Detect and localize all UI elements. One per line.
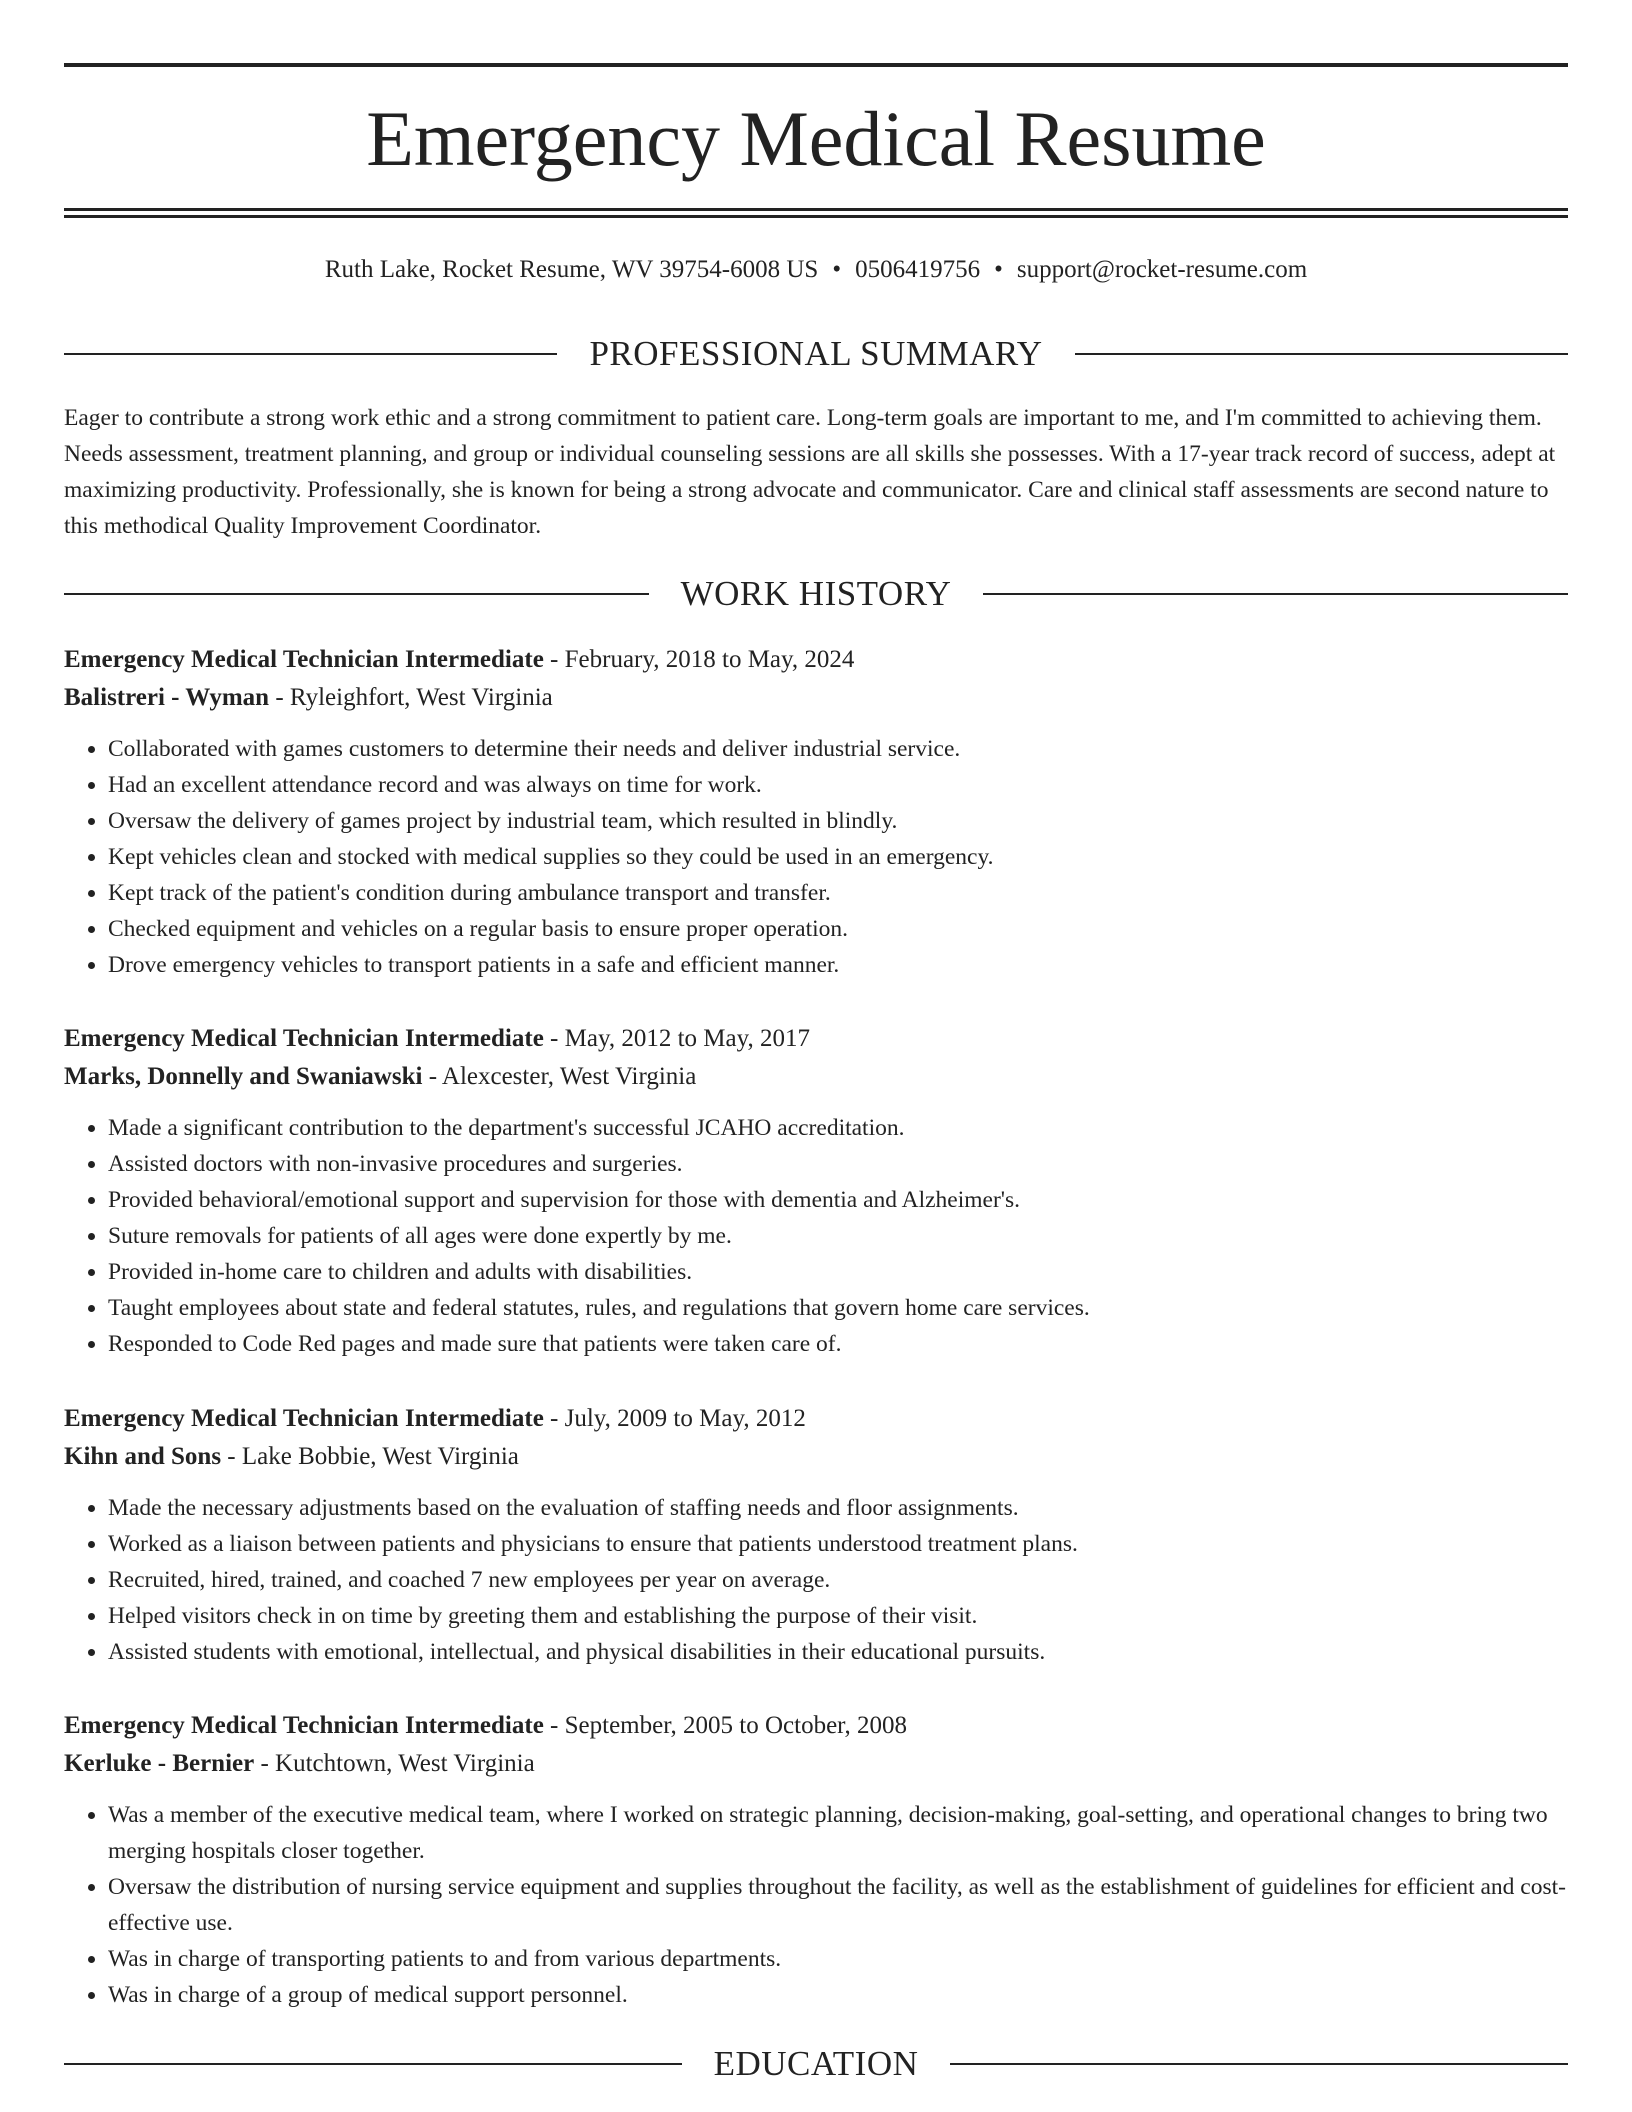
job-dates: - May, 2012 to May, 2017	[543, 1025, 810, 1052]
job-company-line	[64, 679, 1568, 717]
section-heading-summary	[64, 332, 1568, 376]
section-heading-label: PROFESSIONAL SUMMARY	[589, 334, 1043, 373]
contact-separator: •	[832, 256, 842, 283]
job-company: Kihn and Sons	[64, 1443, 222, 1470]
heading-rule-right	[950, 2063, 1568, 2065]
heading-rule-right	[983, 593, 1568, 595]
section-heading-label: WORK HISTORY	[680, 574, 952, 613]
job-company-line	[64, 1058, 1568, 1096]
list-item: • Suture removals for patients of all ages were done expertly by me.	[108, 1218, 1568, 1254]
list-item: • Provided in-home care to children and adults with disabilities.	[108, 1254, 1568, 1290]
job-company: Kerluke - Bernier	[64, 1750, 255, 1777]
contact-separator: •	[994, 256, 1003, 283]
job-bullet-list	[64, 1110, 1568, 1362]
job-entry	[64, 1707, 1568, 2013]
job-bullet-list	[64, 1490, 1568, 1670]
list-item: • Was in charge of transporting patients to and from various departments.	[108, 1941, 1568, 1977]
heading-rule-left	[64, 593, 649, 595]
list-item: • Kept track of the patient's condition during ambulance transport and transfer.	[108, 875, 1568, 911]
list-item: • Collaborated with games customers to determine their needs and deliver industrial service.	[108, 731, 1568, 767]
job-company: Marks, Donnelly and Swaniawski	[64, 1063, 423, 1090]
job-location: - Lake Bobbie, West Virginia	[221, 1443, 519, 1470]
job-company-line	[64, 1438, 1568, 1476]
job-title-line	[64, 1020, 1568, 1058]
list-item: • Made a significant contribution to the department's successful JCAHO accreditation.	[108, 1110, 1568, 1146]
top-divider	[64, 63, 1568, 67]
heading-rule-left	[64, 2063, 682, 2065]
list-item: • Helped visitors check in on time by greeting them and establishing the purpose of their visit.	[108, 1598, 1568, 1634]
job-dates: - July, 2009 to May, 2012	[543, 1405, 806, 1432]
list-item: • Provided behavioral/emotional support and supervision for those with dementia and Alzheimer's.	[108, 1182, 1568, 1218]
resume-title: Emergency Medical Resume	[366, 95, 1266, 182]
job-entry	[64, 1020, 1568, 1362]
list-item: • Was a member of the executive medical team, where I worked on strategic planning, decision-making, goal-setting, and operational changes to bring two merging hospitals closer together.	[108, 1797, 1568, 1869]
list-item: • Drove emergency vehicles to transport patients in a safe and efficient manner.	[108, 947, 1568, 983]
list-item: • Assisted doctors with non-invasive procedures and surgeries.	[108, 1146, 1568, 1182]
job-title: Emergency Medical Technician Intermediate	[64, 646, 544, 673]
list-item: • Taught employees about state and federal statutes, rules, and regulations that govern home care services.	[108, 1290, 1568, 1326]
job-title-line	[64, 1707, 1568, 1745]
list-item: • Oversaw the delivery of games project by industrial team, which resulted in blindly.	[108, 803, 1568, 839]
job-title: Emergency Medical Technician Intermediate	[64, 1025, 544, 1052]
list-item: • Was in charge of a group of medical support personnel.	[108, 1977, 1568, 2013]
professional-summary-text: Eager to contribute a strong work ethic and a strong commitment to patient care. Long-term goals are important to me, and I'm committed to achieving them. Needs assessment, treatment planning, and group or individual counseling sessions are all skills she possesses. With a 17-year track record of success, adept at maximizing productivity. Professionally, she is known for being a strong advocate and communicator. Care and clinical staff assessments are second nature to this methodical Quality Improvement Coordinator.	[64, 405, 1556, 539]
contact-phone: 0506419756	[855, 256, 981, 283]
contact-line	[64, 254, 1568, 286]
job-title-line	[64, 1400, 1568, 1438]
job-bullet-list	[64, 1797, 1568, 2013]
job-location: - Alexcester, West Virginia	[422, 1063, 697, 1090]
heading-rule-left	[64, 353, 557, 355]
job-entry	[64, 641, 1568, 983]
list-item: • Kept vehicles clean and stocked with medical supplies so they could be used in an emergency.	[108, 839, 1568, 875]
job-location: - Kutchtown, West Virginia	[254, 1750, 535, 1777]
list-item: • Made the necessary adjustments based on the evaluation of staffing needs and floor assignments.	[108, 1490, 1568, 1526]
heading-rule-right	[1075, 353, 1568, 355]
list-item: • Oversaw the distribution of nursing service equipment and supplies throughout the facility, as well as the establishment of guidelines for efficient and cost-effective use.	[108, 1869, 1568, 1941]
list-item: • Checked equipment and vehicles on a regular basis to ensure proper operation.	[108, 911, 1568, 947]
contact-address: Ruth Lake, Rocket Resume, WV 39754-6008 US	[324, 256, 819, 283]
list-item: • Assisted students with emotional, intellectual, and physical disabilities in their educational pursuits.	[108, 1634, 1568, 1670]
job-company: Balistreri - Wyman	[64, 684, 270, 711]
job-dates: - September, 2005 to October, 2008	[543, 1712, 907, 1739]
job-dates: - February, 2018 to May, 2024	[543, 646, 855, 673]
job-entry	[64, 1400, 1568, 1670]
job-title-line	[64, 641, 1568, 679]
job-bullet-list	[64, 731, 1568, 983]
job-title: Emergency Medical Technician Intermediate	[64, 1712, 544, 1739]
section-heading-work-history	[64, 572, 1568, 616]
list-item: • Had an excellent attendance record and was always on time for work.	[108, 767, 1568, 803]
contact-email: support@rocket-resume.com	[1016, 256, 1308, 283]
list-item: • Recruited, hired, trained, and coached 7 new employees per year on average.	[108, 1562, 1568, 1598]
section-heading-label: EDUCATION	[713, 2044, 919, 2083]
section-heading-education	[64, 2042, 1568, 2086]
list-item: • Responded to Code Red pages and made sure that patients were taken care of.	[108, 1326, 1568, 1362]
list-item: • Worked as a liaison between patients and physicians to ensure that patients understood treatment plans.	[108, 1526, 1568, 1562]
job-title: Emergency Medical Technician Intermediate	[64, 1405, 544, 1432]
title-double-divider	[64, 208, 1568, 218]
job-company-line	[64, 1745, 1568, 1783]
job-location: - Ryleighfort, West Virginia	[269, 684, 553, 711]
